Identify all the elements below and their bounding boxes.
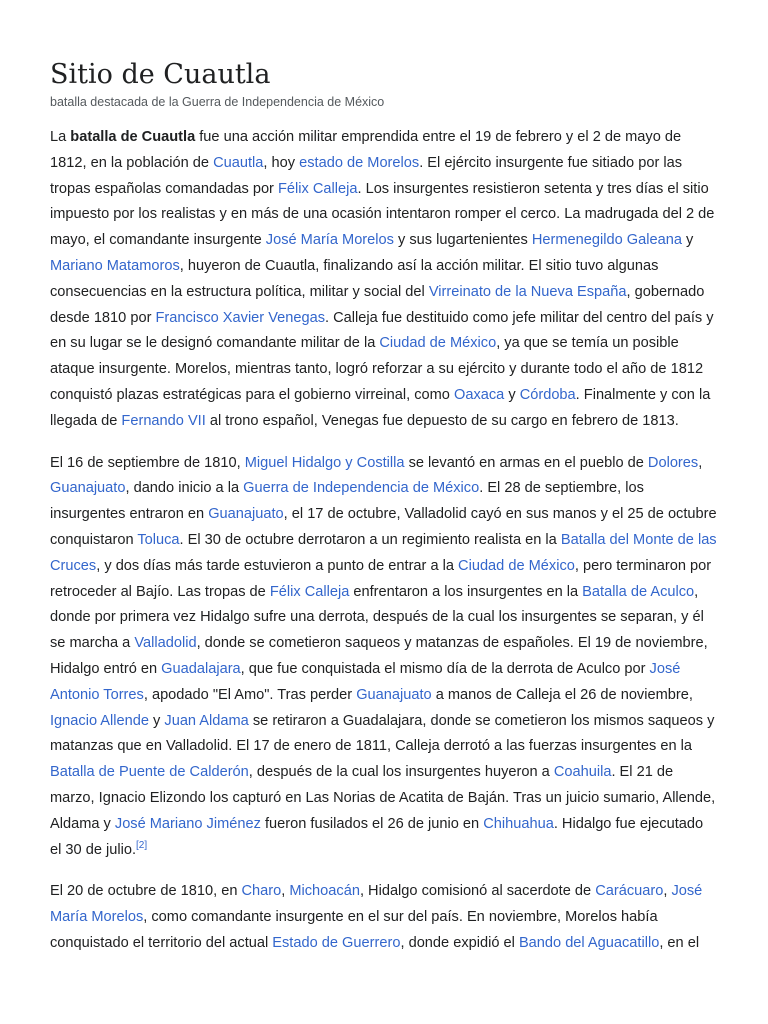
wiki-link[interactable]: Coahuila <box>553 764 612 781</box>
text-run: . Finalmente y con la llegada de <box>50 386 711 429</box>
text-run: , y dos días más tarde estuvieron a punto de entrar a la <box>96 557 459 574</box>
text-run: . Los insurgentes resistieron setenta y tres días el sitio impuesto por los realistas y en más de una ocasión intentaron romper el cerco. La madrugada del 2 de mayo, el comandante insurgente <box>50 180 715 249</box>
text-run: , en el <box>659 934 700 951</box>
wiki-link[interactable]: Juan Aldama <box>164 712 249 729</box>
text-run: y sus lugartenientes <box>393 232 532 249</box>
article-page <box>50 58 718 973</box>
wiki-link[interactable]: Guanajuato <box>50 480 126 497</box>
wiki-link[interactable]: Virreinato de la Nueva España <box>428 283 627 300</box>
wiki-link[interactable]: Dolores <box>647 454 699 471</box>
paragraph-morelos <box>50 879 718 956</box>
text-run: . Calleja fue destituido como jefe militar del centro del país y en su lugar se le designó comandante militar de la <box>50 309 714 352</box>
text-run: . El 30 de octubre derrotaron a un regimiento realista en la <box>179 531 561 548</box>
citation-link[interactable]: [2] <box>136 839 148 851</box>
wiki-link[interactable]: Charo <box>241 883 282 900</box>
wiki-link[interactable]: José Antonio Torres <box>50 660 681 703</box>
text-run: y <box>149 712 165 729</box>
wiki-link[interactable]: Guadalajara <box>161 660 241 677</box>
text-run: , el 17 de octubre, Valladolid cayó en sus manos y el 25 de octubre conquistaron <box>50 506 717 548</box>
wiki-link[interactable]: Valladolid <box>134 635 197 652</box>
wiki-link[interactable]: Mariano Matamoros <box>50 257 180 274</box>
page-subtitle: batalla destacada de la Guerra de Independencia de México <box>50 95 385 109</box>
text-run: , después de la cual los insurgentes huyeron a <box>248 764 554 781</box>
text-run: , pero terminaron por retroceder al Bajío. Las tropas de <box>50 557 712 600</box>
wiki-link[interactable]: Michoacán <box>289 883 360 900</box>
wiki-link[interactable]: Francisco Xavier Venegas <box>155 309 326 326</box>
wiki-link[interactable]: Hermenegildo Galeana <box>531 232 682 249</box>
text-run: , Hidalgo comisionó al sacerdote de <box>359 883 596 900</box>
text-run: se retiraron a Guadalajara, donde se cometieron los mismos saqueos y matanzas que en Valladolid. El 17 de enero de 1811, Calleja derrotó a las fuerzas insurgentes en la <box>50 712 715 755</box>
citation-superscript <box>136 840 147 851</box>
text-run: , <box>663 883 672 900</box>
wiki-link[interactable]: Guerra de Independencia de México <box>243 480 480 497</box>
wiki-link[interactable]: Toluca <box>137 531 180 548</box>
wiki-link[interactable]: Batalla del Monte de las Cruces <box>50 531 717 574</box>
wiki-link[interactable]: Carácuaro <box>595 883 664 900</box>
text-run: El 20 de octubre de 1810, en <box>50 883 242 900</box>
text-run: , huyeron de Cuautla, finalizando así la acción militar. El sitio tuvo algunas consecuencias en la estructura política, militar y social del <box>50 257 659 300</box>
wiki-link[interactable]: Batalla de Aculco <box>582 583 695 600</box>
text-run: enfrentaron a los insurgentes en la <box>349 583 583 600</box>
wiki-link[interactable]: Miguel Hidalgo y Costilla <box>244 454 405 471</box>
wiki-link[interactable]: Ciudad de México <box>458 557 575 574</box>
wiki-link[interactable]: Guanajuato <box>208 506 284 523</box>
wiki-link[interactable]: Ciudad de México <box>379 335 497 352</box>
wiki-link[interactable]: Batalla de Puente de Calderón <box>50 764 249 781</box>
wiki-link[interactable]: Félix Calleja <box>277 180 358 197</box>
text-run: al trono español, Venegas fue depuesto de su cargo en febrero de 1813. <box>205 412 679 429</box>
text-run: . El 21 de marzo, Ignacio Elizondo los capturó en Las Norias de Acatita de Baján. Tras un juicio sumario, Allende, Aldama y <box>50 764 716 832</box>
text-run: y <box>504 386 520 403</box>
text-run: El 16 de septiembre de 1810, <box>50 454 245 471</box>
wiki-link[interactable]: estado de Morelos <box>299 154 420 171</box>
paragraph-background <box>50 451 718 864</box>
text-run: , como comandante insurgente en el sur del país. En noviembre, Morelos había conquistado el territorio del actual <box>50 909 658 951</box>
wiki-link[interactable]: Ignacio Allende <box>50 712 149 729</box>
text-run: fue una acción militar emprendida entre el 19 de febrero y el 2 de mayo de 1812, en la población de <box>50 129 682 171</box>
text-run: . El ejército insurgente fue sitiado por las tropas españolas comandadas por <box>50 154 683 197</box>
paragraph-intro <box>50 125 718 435</box>
wiki-link[interactable]: Estado de Guerrero <box>272 934 401 951</box>
text-run: , gobernado desde 1810 por <box>50 283 705 326</box>
text-run: , ya que se temía un posible ataque insurgente. Morelos, mientras tanto, logró reforzar a su ejército y durante todo el año de 1812 conquistó plazas estratégicas para el gobierno virreinal, como <box>50 335 704 403</box>
text-run: . El 28 de septiembre, los insurgentes entraron en <box>50 480 644 523</box>
wiki-link[interactable]: José Mariano Jiménez <box>114 815 261 832</box>
text-run: fueron fusilados el 26 de junio en <box>260 815 484 832</box>
text-run: a manos de Calleja el 26 de noviembre, <box>431 686 693 703</box>
wiki-link[interactable]: Chihuahua <box>483 815 554 832</box>
wiki-link[interactable]: Oaxaca <box>453 386 505 403</box>
wiki-link[interactable]: Félix Calleja <box>269 583 350 600</box>
wiki-link[interactable]: José María Morelos <box>265 232 394 249</box>
text-run: y <box>681 232 694 249</box>
text-run: , donde por primera vez Hidalgo sufre una derrota, después de la cual los insurgentes se separan, y él se marcha a <box>50 583 704 652</box>
text-run: La <box>50 129 71 145</box>
text-run: , donde expidió el <box>400 934 519 951</box>
text-run: , que fue conquistada el mismo día de la derrota de Aculco por <box>240 660 650 677</box>
wiki-link[interactable]: Cuautla <box>213 154 264 171</box>
text-run: , apodado "El Amo". Tras perder <box>143 686 357 703</box>
text-run: , donde se cometieron saqueos y matanzas de españoles. El 19 de noviembre, Hidalgo entró en <box>50 635 708 677</box>
text-run: , <box>698 454 703 471</box>
wiki-link[interactable]: José María Morelos <box>50 883 703 926</box>
text-run: , hoy <box>263 154 300 171</box>
text-run: . Hidalgo fue ejecutado el 30 de julio. <box>50 815 704 858</box>
page-title: Sitio de Cuautla <box>50 59 271 90</box>
wiki-link[interactable]: Bando del Aguacatillo <box>518 934 660 951</box>
wiki-link[interactable]: Córdoba <box>519 386 576 403</box>
text-run: , <box>281 883 290 900</box>
text-run: , dando inicio a la <box>125 480 244 497</box>
wiki-link[interactable]: Guanajuato <box>356 686 432 703</box>
article-body <box>50 125 718 957</box>
wiki-link[interactable]: Fernando VII <box>121 412 206 429</box>
bold-term: batalla de Cuautla <box>70 129 196 145</box>
text-run: se levantó en armas en el pueblo de <box>404 454 648 471</box>
